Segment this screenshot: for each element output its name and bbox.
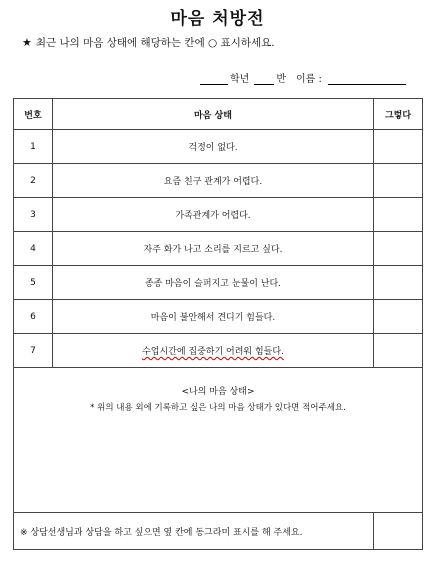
table-header-row — [14, 99, 423, 130]
grade-field[interactable] — [200, 72, 228, 85]
row-number: 5 — [14, 266, 53, 300]
mind-state-table — [13, 98, 423, 550]
header-state: 마음 상태 — [53, 99, 374, 130]
student-info-line — [200, 70, 406, 85]
row-statement: 가족관계가 어렵다. — [53, 198, 374, 232]
row-number: 1 — [14, 130, 53, 164]
row-statement: 마음이 불안해서 견디기 힘들다. — [53, 300, 374, 334]
my-state-row — [14, 368, 423, 513]
name-label: 이름 : — [296, 74, 322, 85]
check-cell[interactable] — [374, 266, 423, 300]
row-number: 6 — [14, 300, 53, 334]
row-statement — [53, 334, 374, 368]
table-row — [14, 164, 423, 198]
table-row — [14, 266, 423, 300]
my-state-title: <나의 마음 상태> — [181, 387, 255, 397]
instruction-text: 최근 나의 마음 상태에 해당하는 칸에 ○ 표시하세요. — [35, 37, 275, 49]
my-state-description: * 위의 내용 외에 기록하고 싶은 나의 마음 상태가 있다면 적어주세요. — [90, 403, 346, 413]
grade-label: 학년 — [230, 74, 250, 85]
my-state-cell[interactable] — [14, 368, 423, 513]
counseling-check-cell[interactable] — [374, 513, 423, 550]
table-row — [14, 300, 423, 334]
row-number: 7 — [14, 334, 53, 368]
counseling-row — [14, 513, 423, 550]
row-statement: 걱정이 없다. — [53, 130, 374, 164]
instruction — [22, 35, 275, 50]
name-field[interactable] — [328, 72, 406, 85]
check-cell[interactable] — [374, 164, 423, 198]
row-number: 2 — [14, 164, 53, 198]
header-num: 번호 — [14, 99, 53, 130]
check-cell[interactable] — [374, 334, 423, 368]
check-cell[interactable] — [374, 198, 423, 232]
star-icon: ★ — [22, 36, 32, 49]
row-statement: 종종 마음이 슬퍼지고 눈물이 난다. — [53, 266, 374, 300]
row-number: 4 — [14, 232, 53, 266]
class-label: 반 — [276, 74, 286, 85]
table-row — [14, 130, 423, 164]
row-statement: 요즘 친구 관계가 어렵다. — [53, 164, 374, 198]
check-cell[interactable] — [374, 300, 423, 334]
page-title: 마음 처방전 — [170, 9, 265, 29]
table-row — [14, 232, 423, 266]
header-check: 그렇다 — [374, 99, 423, 130]
counseling-request-text: ※ 상담선생님과 상담을 하고 싶으면 옆 칸에 동그라미 표시를 해 주세요. — [14, 513, 374, 550]
class-field[interactable] — [254, 72, 274, 85]
check-cell[interactable] — [374, 130, 423, 164]
row-number: 3 — [14, 198, 53, 232]
check-cell[interactable] — [374, 232, 423, 266]
table-row — [14, 334, 423, 368]
row-statement-text: 수업시간에 집중하기 어려워 힘들다. — [142, 347, 284, 357]
table-row — [14, 198, 423, 232]
row-statement: 자주 화가 나고 소리를 지르고 싶다. — [53, 232, 374, 266]
